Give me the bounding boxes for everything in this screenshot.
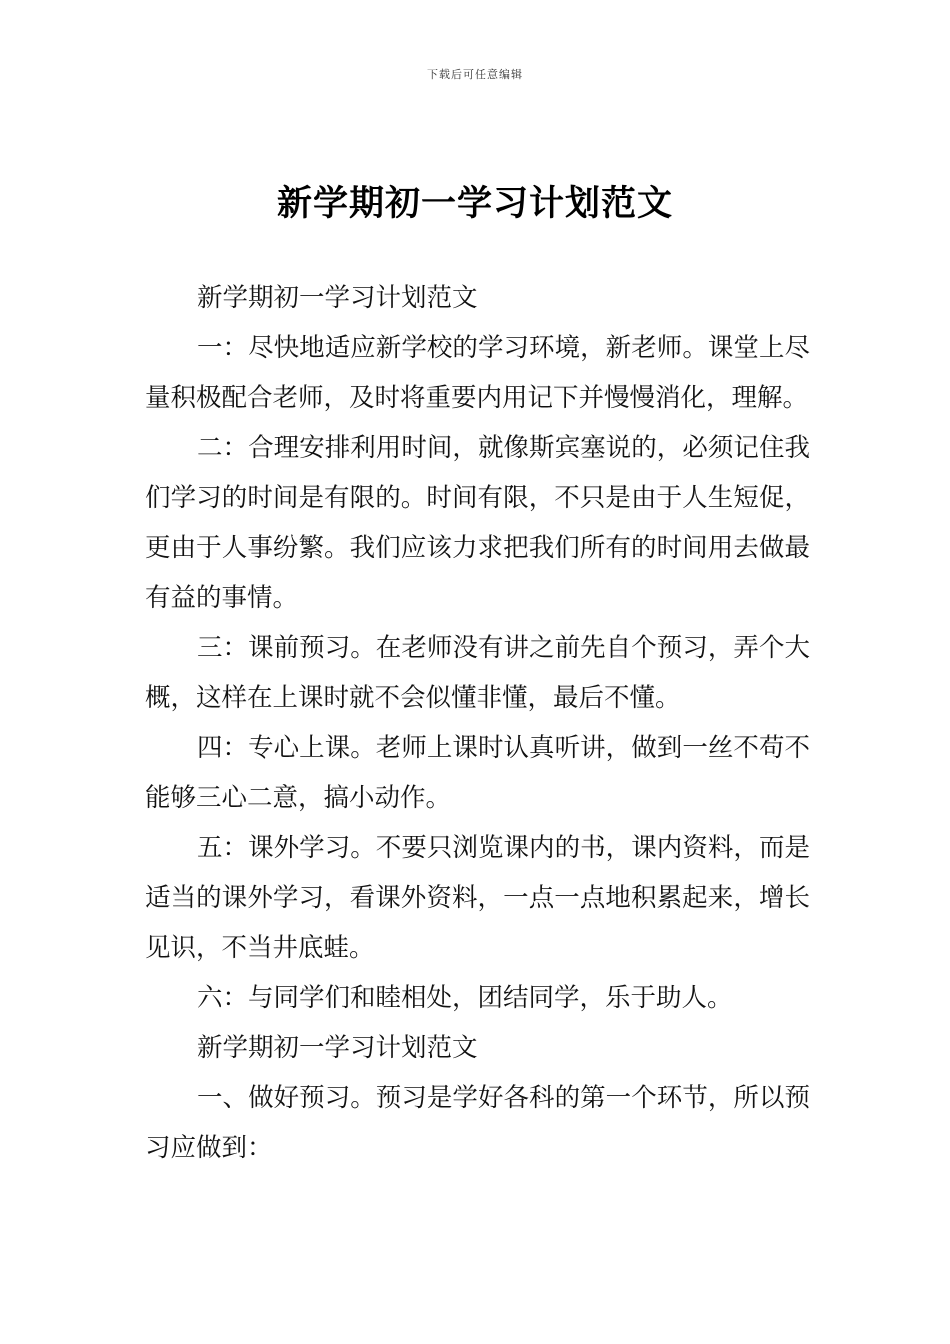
paragraph-section-1: 一、做好预习。预习是学好各科的第一个环节，所以预习应做到：	[145, 1083, 810, 1163]
paragraph-item-5: 五：课外学习。不要只浏览课内的书，课内资料，而是适当的课外学习，看课外资料，一点一点地积累起来，增长见识，不当井底蛙。	[145, 833, 810, 963]
paragraph-item-1: 一：尽快地适应新学校的学习环境，新老师。课堂上尽量积极配合老师，及时将重要内用记下并慢慢消化，理解。	[145, 333, 810, 413]
paragraph-subtitle: 新学期初一学习计划范文	[197, 283, 478, 313]
paragraph-item-4: 四：专心上课。老师上课时认真听讲，做到一丝不苟不能够三心二意，搞小动作。	[145, 733, 810, 813]
paragraph-item-2: 二：合理安排利用时间，就像斯宾塞说的，必须记住我们学习的时间是有限的。时间有限，不只是由于人生短促，更由于人事纷繁。我们应该力求把我们所有的时间用去做最有益的事情。	[145, 433, 810, 613]
paragraph-item-6: 六：与同学们和睦相处，团结同学，乐于助人。	[197, 983, 733, 1013]
document-title: 新学期初一学习计划范文	[276, 184, 673, 224]
document-body	[145, 273, 810, 1173]
page-header-note: 下载后可任意编辑	[427, 68, 523, 81]
paragraph-item-3: 三：课前预习。在老师没有讲之前先自个预习，弄个大概，这样在上课时就不会似懂非懂，最后不懂。	[145, 633, 810, 713]
paragraph-subtitle-2: 新学期初一学习计划范文	[197, 1033, 478, 1063]
